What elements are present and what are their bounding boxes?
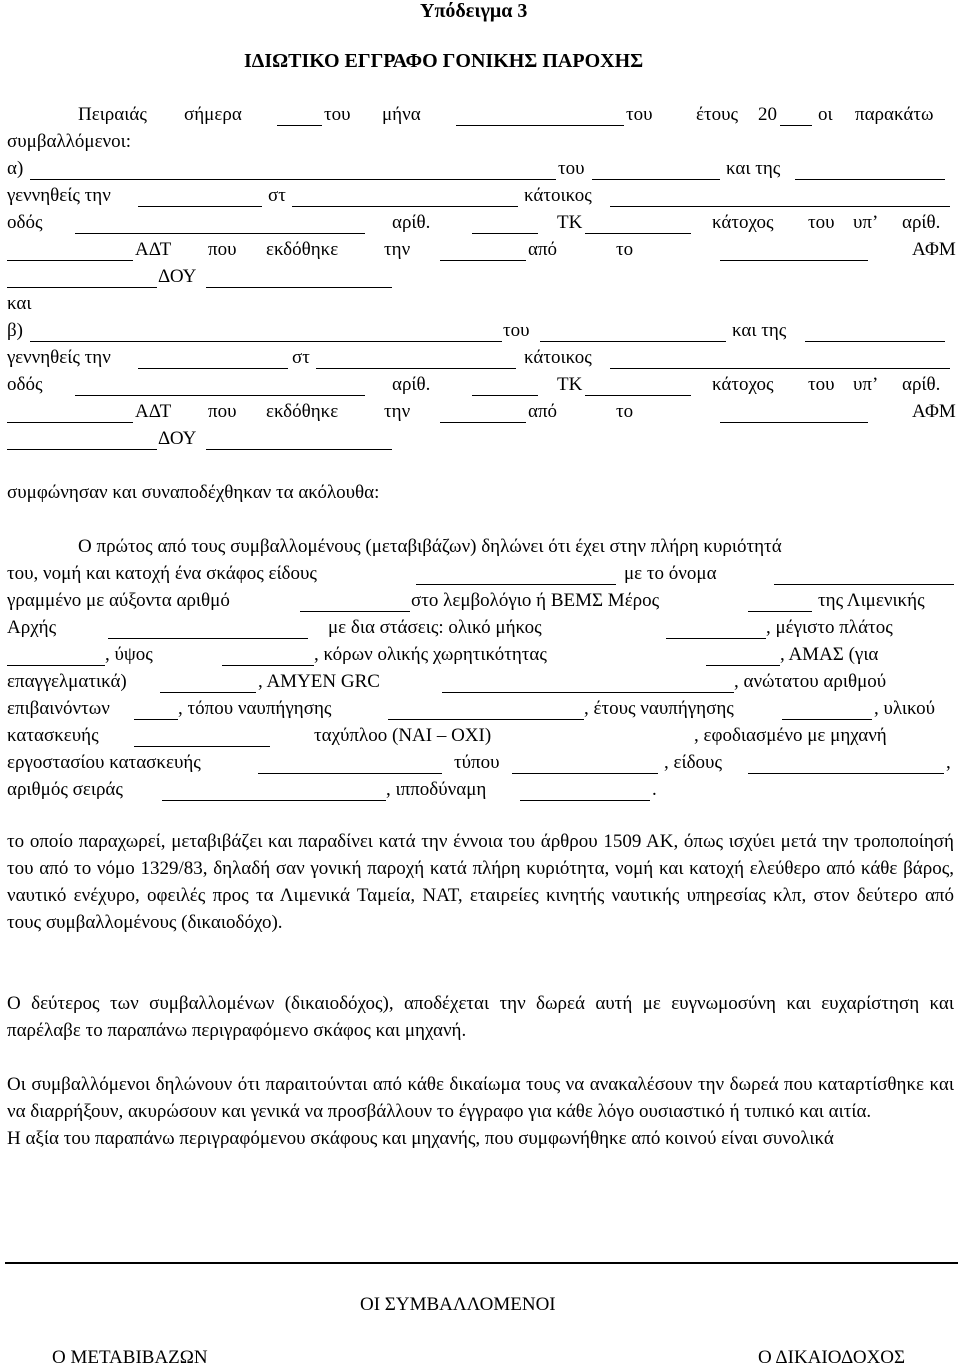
party-b-tk-field[interactable]	[585, 395, 691, 396]
vessel-line: αριθμός σειράς	[7, 779, 123, 800]
year-field[interactable]	[780, 125, 812, 126]
party-b-street-label: οδός	[7, 374, 43, 395]
party-a-holder-label: κάτοχος	[712, 212, 774, 233]
party-b-issuer-field[interactable]	[720, 422, 868, 423]
party-b-mother-field[interactable]	[805, 341, 945, 342]
vessel-line: του, νομή και κατοχή ένα σκάφος είδους	[7, 563, 317, 584]
party-a-afm-label: ΑΦΜ	[912, 239, 956, 260]
party-b-issued-label: που	[208, 401, 237, 422]
vessel-line: εργοστασίου κατασκευής	[7, 752, 201, 773]
party-a-id-label: ΑΔΤ	[135, 239, 172, 260]
intro-word: έτους	[696, 104, 739, 125]
vessel-line: , έτους ναυπήγησης	[584, 698, 734, 719]
intro-word: του	[626, 104, 653, 125]
vessel-line: γραμμένο με αύξοντα αριθμό	[7, 590, 230, 611]
recipient-signature: Ο ΔΙΚΑΙΟΔΟΧΟΣ	[758, 1347, 906, 1368]
party-b-holder-label: υπ’	[853, 374, 879, 395]
party-a-resident-label: κάτοικος	[524, 185, 592, 206]
vessel-line: .	[652, 779, 657, 800]
party-b-id-number-field[interactable]	[7, 422, 133, 423]
month-field[interactable]	[456, 125, 624, 126]
party-b-father-label: του	[503, 320, 530, 341]
party-a-doy-label: ΔΟΥ	[158, 266, 197, 287]
party-b-holder-label: αρίθ.	[902, 374, 941, 395]
party-a-birthdate-field[interactable]	[138, 206, 262, 207]
vessel-line: , υλικού	[874, 698, 936, 719]
party-a-street-label: οδός	[7, 212, 43, 233]
party-a-residence-field[interactable]	[610, 206, 950, 207]
party-b-mother-label: και της	[732, 320, 787, 341]
party-a-street-field[interactable]	[75, 233, 365, 234]
vessel-line: , εφοδιασμένο με μηχανή	[694, 725, 887, 746]
intro-word: 20	[758, 104, 777, 125]
party-a-father-label: του	[558, 158, 585, 179]
vessel-line: , ύψος	[105, 644, 153, 665]
vessel-line: με το όνομα	[624, 563, 717, 584]
party-b-resident-label: κάτοικος	[524, 347, 592, 368]
agreed-text: συμφώνησαν και συναποδέχθηκαν τα ακόλουθα:	[7, 482, 380, 503]
party-b-birthdate-field[interactable]	[138, 368, 288, 369]
amas-field[interactable]	[160, 692, 256, 693]
vessel-part-field[interactable]	[748, 611, 812, 612]
vessel-line: στο λεμβολόγιο ή ΒΕΜΣ Μέρος	[411, 590, 660, 611]
party-a-birthplace-field[interactable]	[292, 206, 518, 207]
engine-serial-field[interactable]	[162, 800, 386, 801]
transferor-signature: Ο ΜΕΤΑΒΙΒΑΖΩΝ	[52, 1347, 208, 1368]
party-a-holder-label: υπ’	[853, 212, 879, 233]
party-a-mother-label: και της	[726, 158, 781, 179]
party-a-issued-label: την	[384, 239, 411, 260]
and-label: και	[7, 293, 32, 314]
vessel-line: , κόρων ολικής χωρητικότητας	[314, 644, 547, 665]
intro-word: συμβαλλόμενοι:	[7, 131, 132, 152]
party-b-holder-label: του	[808, 374, 835, 395]
height-field[interactable]	[222, 665, 314, 666]
party-a-birthplace-label: στ	[268, 185, 286, 206]
party-a-id-number-field[interactable]	[7, 260, 133, 261]
party-b-number-label: αρίθ.	[392, 374, 431, 395]
party-b-from-label: από	[528, 401, 558, 422]
party-a-from-label: το	[616, 239, 634, 260]
party-b-issue-date-field[interactable]	[440, 422, 526, 423]
party-a-number-label: αρίθ.	[392, 212, 431, 233]
party-b-birthplace-label: στ	[292, 347, 310, 368]
vessel-line: Ο πρώτος από τους συμβαλλομένους (μεταβιβάζων) δηλώνει ότι έχει στην πλήρη κυριότητά	[78, 536, 782, 557]
port-authority-field[interactable]	[108, 638, 308, 639]
party-a-tk-label: ΤΚ	[557, 212, 583, 233]
party-a-doy-field[interactable]	[206, 287, 392, 288]
tonnage-field[interactable]	[706, 665, 780, 666]
vessel-line: Αρχής	[7, 617, 57, 638]
vessel-line: , ανώτατου αριθμού	[734, 671, 887, 692]
party-a-from-label: από	[528, 239, 558, 260]
width-field[interactable]	[7, 665, 105, 666]
party-a-issued-label: που	[208, 239, 237, 260]
sample-label: Υπόδειγμα 3	[420, 0, 528, 22]
party-a-holder-label: του	[808, 212, 835, 233]
vessel-serial-field[interactable]	[300, 611, 410, 612]
party-b-doy-field[interactable]	[206, 449, 392, 450]
length-field[interactable]	[666, 638, 766, 639]
vessel-line: ταχύπλοο (ΝΑΙ – ΟΧΙ)	[314, 725, 492, 746]
engine-model-field[interactable]	[512, 773, 658, 774]
intro-word: μήνα	[382, 104, 421, 125]
party-b-name-field[interactable]	[30, 341, 502, 342]
party-b-holder-label: κάτοχος	[712, 374, 774, 395]
intro-word: Πειραιάς	[78, 104, 147, 125]
amyen-field[interactable]	[442, 692, 734, 693]
document-title: ΙΔΙΩΤΙΚΟ ΕΓΓΡΑΦΟ ΓΟΝΙΚΗΣ ΠΑΡΟΧΗΣ	[244, 50, 644, 72]
party-a-born-label: γεννηθείς την	[7, 185, 111, 206]
intro-word: σήμερα	[184, 104, 242, 125]
vessel-line: με δια στάσεις: ολικό μήκος	[328, 617, 542, 638]
engine-type-field[interactable]	[748, 773, 944, 774]
build-place-field[interactable]	[388, 719, 584, 720]
vessel-line: , ιπποδύναμη	[386, 779, 487, 800]
vessel-line: , μέγιστο πλάτος	[766, 617, 893, 638]
party-b-doy-label: ΔΟΥ	[158, 428, 197, 449]
party-b-issued-label: εκδόθηκε	[266, 401, 339, 422]
party-a-issue-date-field[interactable]	[440, 260, 526, 261]
acceptance-paragraph: Ο δεύτερος των συμβαλλομένων (δικαιοδόχος), αποδέχεται την δωρεά αυτή με ευγνωμοσύνη και ευχαρίστηση και παρέλαβε το παραπάνω περιγραφόμενο σκάφος και μηχανή.	[7, 993, 954, 1041]
party-b-birthplace-field[interactable]	[316, 368, 516, 369]
vessel-line: , είδους	[664, 752, 722, 773]
manufacturer-field[interactable]	[258, 773, 442, 774]
party-b-label: β)	[7, 320, 23, 341]
intro-word: οι	[818, 104, 833, 125]
party-b-residence-field[interactable]	[610, 368, 950, 369]
party-a-afm-value-field[interactable]	[7, 287, 157, 288]
party-b-afm-value-field[interactable]	[7, 449, 157, 450]
party-b-afm-label: ΑΦΜ	[912, 401, 956, 422]
build-year-field[interactable]	[782, 719, 872, 720]
party-b-street-field[interactable]	[75, 395, 365, 396]
passengers-field[interactable]	[134, 719, 178, 720]
party-a-holder-label: αρίθ.	[902, 212, 941, 233]
party-a-issuer-field[interactable]	[720, 260, 868, 261]
party-a-issued-label: εκδόθηκε	[266, 239, 339, 260]
signatures-heading: ΟΙ ΣΥΜΒΑΛΛΟΜΕΝΟΙ	[360, 1294, 556, 1315]
intro-word: του	[324, 104, 351, 125]
divider	[5, 1262, 958, 1264]
vessel-name-field[interactable]	[774, 584, 954, 585]
vessel-line: ,	[946, 752, 951, 773]
material-field[interactable]	[134, 746, 270, 747]
transfer-paragraph: το οποίο παραχωρεί, μεταβιβάζει και παραδίνει κατά την έννοια του άρθρου 1509 ΑΚ, όπως ισχύει μετά την τροποποίησή του από το νόμο 1329/83, δηλαδή σαν γονική παροχή κατά πλήρη κυριότητα, νομή και κατοχή ελεύθερο από κάθε βάρος, ναυτικό ενέχυρο, οφειλές προς τα Λιμενικά Ταμεία, ΝΑΤ, εταιρείες κινητής ναυτικής υπηρεσίας κλπ, στον δεύτερο από τους συμβαλλομένους (δικαιοδόχο).	[7, 831, 954, 933]
vessel-line: επαγγελματικά)	[7, 671, 127, 692]
party-a-tk-field[interactable]	[585, 233, 691, 234]
day-field[interactable]	[277, 125, 322, 126]
vessel-line: , τόπου ναυπήγησης	[178, 698, 332, 719]
party-a-number-field[interactable]	[472, 233, 538, 234]
party-b-tk-label: ΤΚ	[557, 374, 583, 395]
vessel-line: κατασκευής	[7, 725, 99, 746]
vessel-line: , ΑΜΑΣ (για	[780, 644, 879, 665]
party-b-id-label: ΑΔΤ	[135, 401, 172, 422]
vessel-type-field[interactable]	[416, 584, 616, 585]
party-b-issued-label: την	[384, 401, 411, 422]
party-a-name-field[interactable]	[30, 179, 556, 180]
vessel-line: , ΑΜΥΕΝ GRC	[258, 671, 380, 692]
party-b-father-field[interactable]	[540, 341, 726, 342]
party-b-number-field[interactable]	[472, 395, 538, 396]
party-a-label: α)	[7, 158, 24, 179]
vessel-line: τύπου	[454, 752, 500, 773]
party-a-mother-field[interactable]	[795, 179, 945, 180]
horsepower-field[interactable]	[520, 800, 650, 801]
party-a-father-field[interactable]	[592, 179, 720, 180]
party-b-from-label: το	[616, 401, 634, 422]
vessel-line: της Λιμενικής	[818, 590, 925, 611]
vessel-line: επιβαινόντων	[7, 698, 110, 719]
waiver-paragraph: Οι συμβαλλόμενοι δηλώνουν ότι παραιτούνται από κάθε δικαίωμα τους να ανακαλέσουν την δωρεά που καταρτίσθηκε και να διαρρήξουν, ακυρώσουν και γενικά να προσβάλλουν το έγγραφο για κάθε λόγο ουσιαστικό ή τυπικό και αιτία.	[7, 1074, 954, 1122]
party-b-born-label: γεννηθείς την	[7, 347, 111, 368]
value-paragraph: Η αξία του παραπάνω περιγραφόμενου σκάφους και μηχανής, που συμφωνήθηκε από κοινού είναι συνολικά	[7, 1128, 834, 1149]
intro-word: παρακάτω	[855, 104, 934, 125]
